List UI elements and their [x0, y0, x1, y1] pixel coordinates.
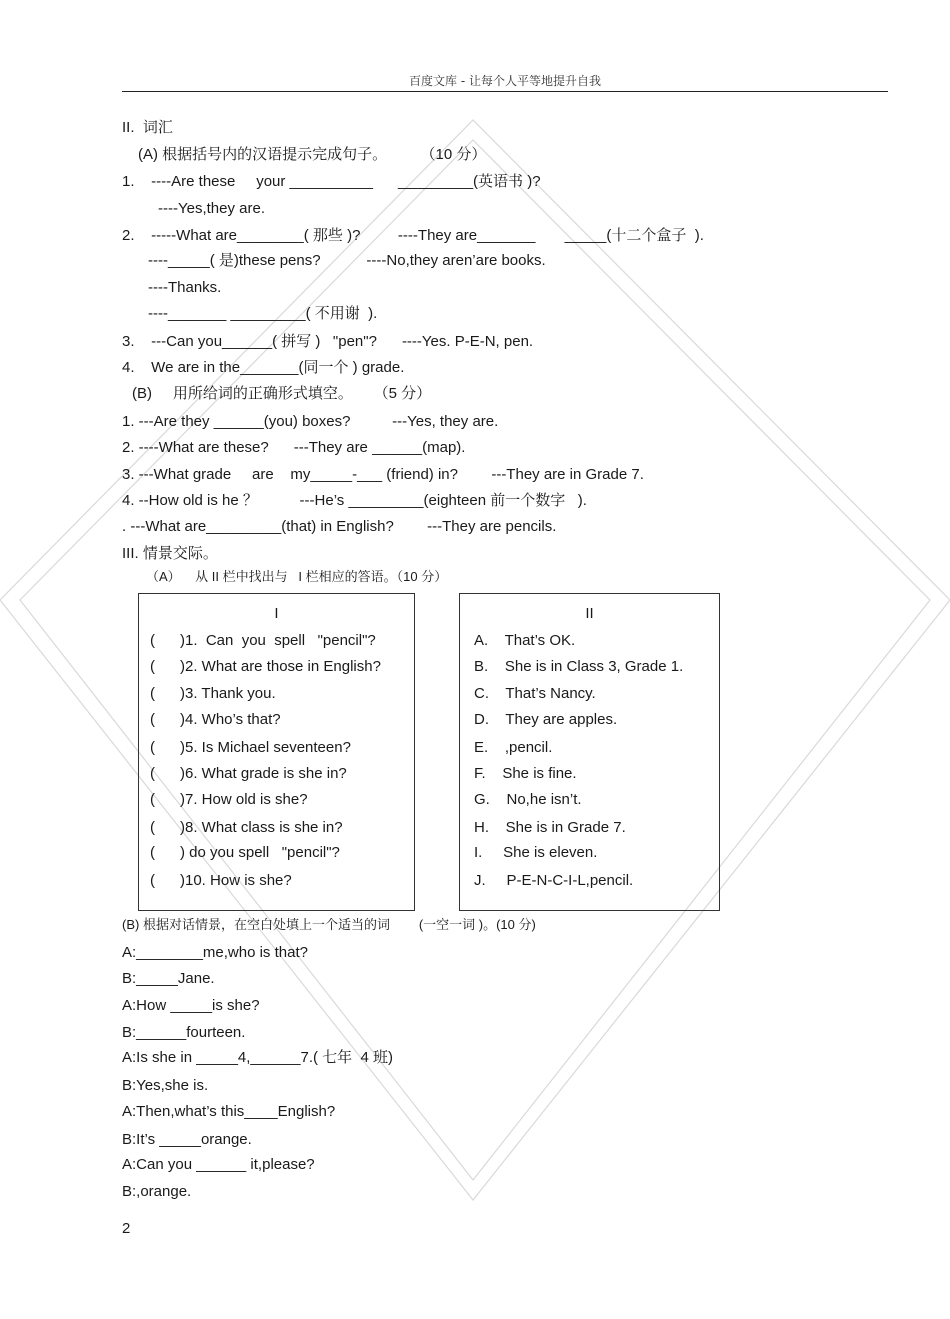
s2a-line-6: ----_______ _________( 不用谢 ).	[148, 305, 378, 322]
column-i-item-7: ( )7. How old is she?	[150, 791, 308, 808]
column-ii-item-e: E. ,pencil.	[474, 739, 553, 756]
dialog-line-5: A:Is she in _____4,______7.( 七年 4 班)	[122, 1049, 393, 1066]
column-i-item-8: ( )8. What class is she in?	[150, 819, 343, 836]
column-ii-item-b: B. She is in Class 3, Grade 1.	[474, 658, 684, 675]
dialog-line-3: A:How _____is she?	[122, 997, 260, 1014]
column-i-item-1: ( )1. Can you spell "pencil"?	[150, 632, 376, 649]
section3a-title: （A） 从 II 栏中找出与 I 栏相应的答语。（10 分）	[146, 569, 448, 584]
s2b-line-3: 3. ---What grade are my_____-___ (friend) in? ---They are in Grade 7.	[122, 466, 644, 483]
column-i-item-2: ( )2. What are those in English?	[150, 658, 381, 675]
column-ii-item-d: D. They are apples.	[474, 711, 618, 728]
column-i-item-4: ( )4. Who’s that?	[150, 711, 281, 728]
s2a-line-7: 3. ---Can you______( 拼写 ) "pen"? ----Yes. P-E-N, pen.	[122, 333, 534, 350]
column-ii-item-i: I. She is eleven.	[474, 844, 598, 861]
s2a-line-4: ----_____( 是)these pens? ----No,they aren’are books.	[148, 252, 546, 269]
column-ii-item-a: A. That’s OK.	[474, 632, 576, 649]
s2a-line-2: ----Yes,they are.	[158, 200, 265, 217]
column-ii-item-j: J. P-E-N-C-I-L,pencil.	[474, 872, 634, 889]
column-i-item-3: ( )3. Thank you.	[150, 685, 276, 702]
header-rule	[122, 91, 888, 92]
column-ii-box	[459, 593, 720, 911]
section2a-title: (A) 根据括号内的汉语提示完成句子。 （10 分）	[138, 146, 487, 163]
dialog-line-10: B:,orange.	[122, 1183, 192, 1200]
s2a-line-1: 1. ----Are these your __________ _________(英语书 )?	[122, 173, 541, 190]
column-i-box	[138, 593, 415, 911]
s2b-line-5: . ---What are_________(that) in English? ---They are pencils.	[122, 518, 557, 535]
s2b-line-4: 4. --How old is he ？ ---He’s _________(eighteen 前一个数字 ).	[122, 492, 587, 509]
column-ii-item-g: G. No,he isn’t.	[474, 791, 582, 808]
dialog-line-1: A:________me,who is that?	[122, 944, 308, 961]
column-i-item-6: ( )6. What grade is she in?	[150, 765, 347, 782]
dialog-line-4: B:______fourteen.	[122, 1024, 246, 1041]
page-number: 2	[122, 1220, 131, 1237]
section2-title: II. 词汇	[122, 119, 173, 136]
dialog-line-2: B:_____Jane.	[122, 970, 215, 987]
s2a-line-5: ----Thanks.	[148, 279, 222, 296]
dialog-line-9: A:Can you ______ it,please?	[122, 1156, 315, 1173]
column-i-header: I	[274, 605, 279, 622]
column-ii-item-f: F. She is fine.	[474, 765, 577, 782]
section2b-title: (B) 用所给词的正确形式填空。 （5 分）	[132, 385, 432, 402]
column-ii-item-h: H. She is in Grade 7.	[474, 819, 626, 836]
column-ii-header: II	[585, 605, 594, 622]
s2a-line-8: 4. We are in the_______(同一个 ) grade.	[122, 359, 405, 376]
s2b-line-2: 2. ----What are these? ---They are ______(map).	[122, 439, 466, 456]
dialog-line-6: B:Yes,she is.	[122, 1077, 209, 1094]
section3-title: III. 情景交际。	[122, 545, 218, 562]
column-i-item-9: ( ) do you spell "pencil"?	[150, 844, 340, 861]
section3b-title: (B) 根据对话情景，在空白处填上一个适当的词 (一空一词 )。(10 分)	[122, 917, 536, 932]
dialog-line-8: B:It’s _____orange.	[122, 1131, 252, 1148]
column-i-item-10: ( )10. How is she?	[150, 872, 292, 889]
s2b-line-1: 1. ---Are they ______(you) boxes? ---Yes, they are.	[122, 413, 499, 430]
dialog-line-7: A:Then,what’s this____English?	[122, 1103, 336, 1120]
column-ii-item-c: C. That’s Nancy.	[474, 685, 596, 702]
s2a-line-3: 2. -----What are________( 那些 )? ----They are_______ _____(十二个盒子 ).	[122, 227, 704, 244]
page-header: 百度文库 - 让每个人平等地提升自我	[409, 74, 601, 88]
column-i-item-5: ( )5. Is Michael seventeen?	[150, 739, 351, 756]
